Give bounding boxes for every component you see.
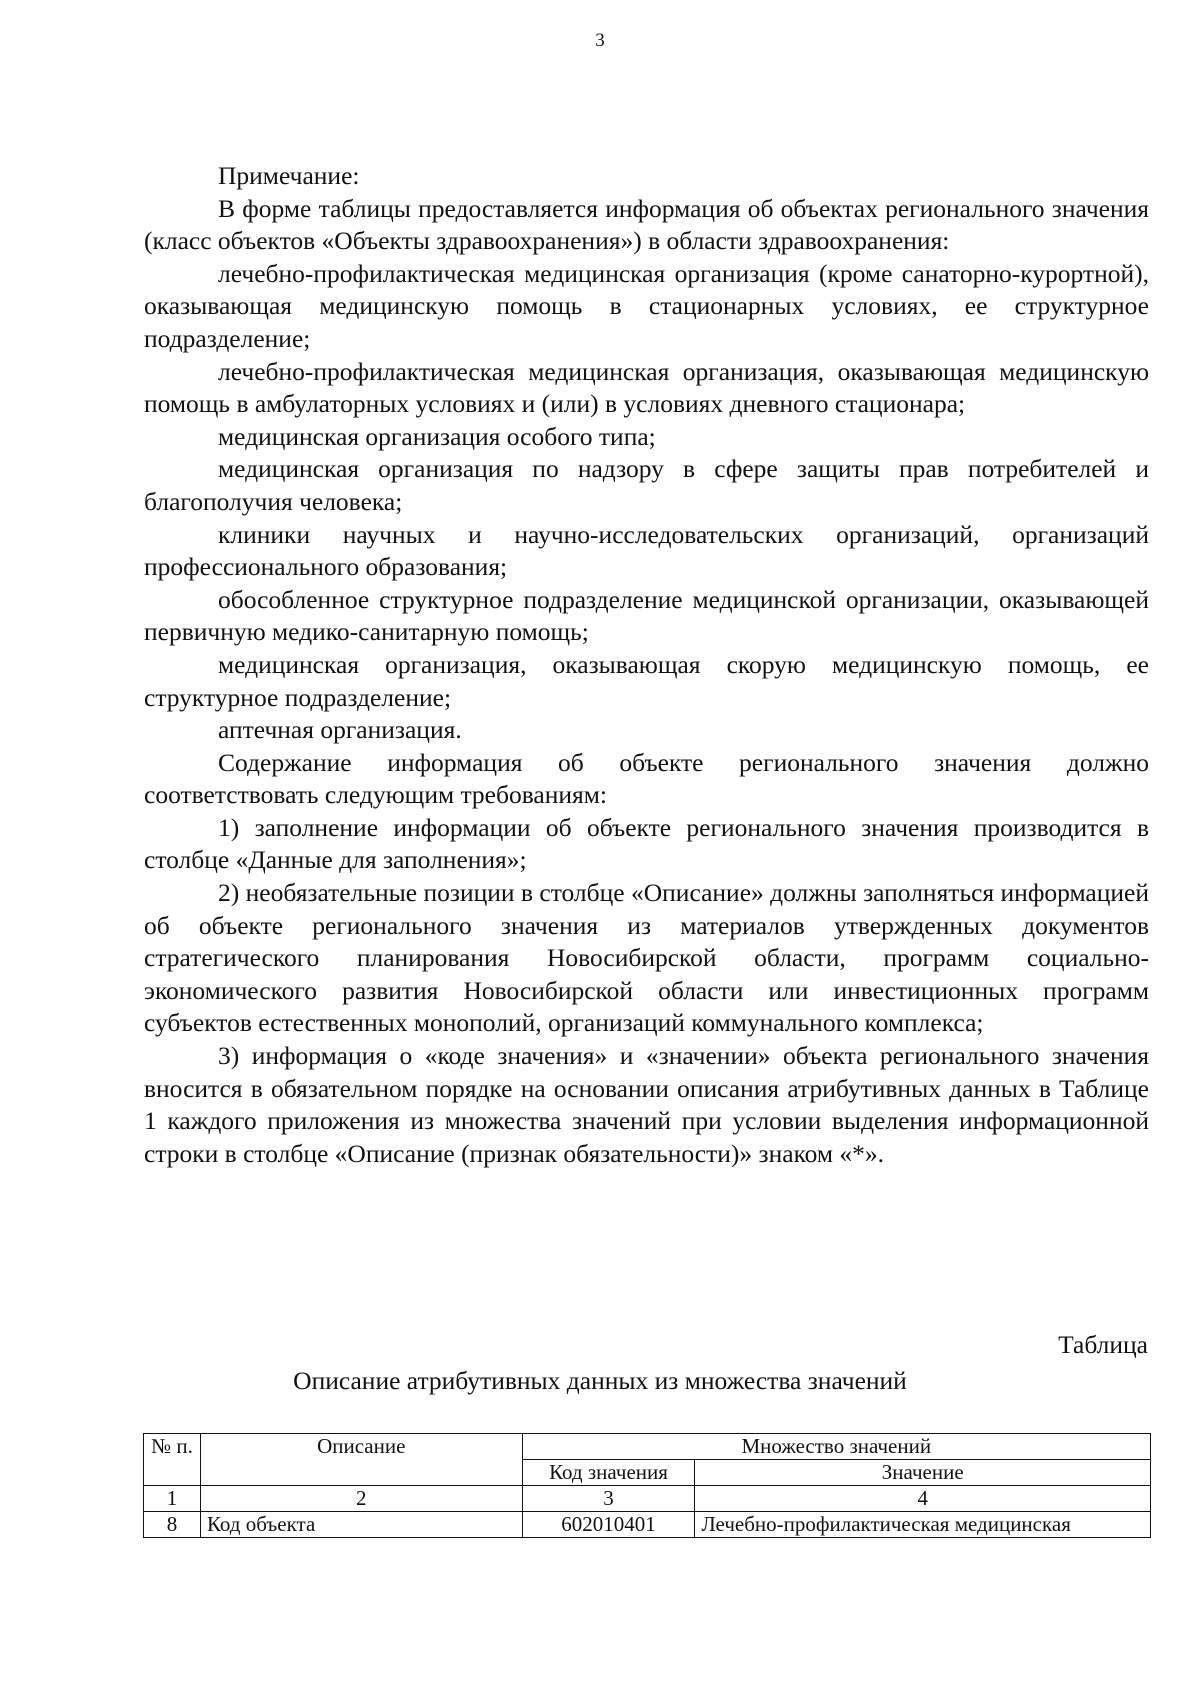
header-num: № п.: [144, 1434, 201, 1486]
list-item: лечебно-профилактическая медицинская организация (кроме санаторно-курортной), оказывающая медицинскую помощь в стационарных условиях, ее структурное подразделение;: [144, 258, 1149, 353]
list-item: обособленное структурное подразделение медицинской организации, оказывающей первичную медико-санитарную помощь;: [144, 584, 1149, 647]
index-cell: 2: [200, 1486, 522, 1512]
list-item: аптечная организация.: [218, 715, 462, 745]
row-num: 8: [144, 1512, 201, 1538]
table-header-row: [144, 1434, 1151, 1460]
table-row: [144, 1512, 1151, 1538]
list-item: медицинская организация, оказывающая скорую медицинскую помощь, ее структурное подразделение;: [144, 649, 1149, 712]
header-value-set: Множество значений: [522, 1434, 1150, 1460]
header-value: Значение: [695, 1460, 1151, 1486]
paragraph: Содержание информация об объекте регионального значения должно соответствовать следующим требованиям:: [144, 747, 1149, 810]
paragraph: В форме таблицы предоставляется информация об объектах регионального значения (класс объектов «Объекты здравоохранения») в области здравоохранения:: [144, 193, 1149, 256]
list-item: лечебно-профилактическая медицинская организация, оказывающая медицинскую помощь в амбулаторных условиях и (или) в условиях дневного стационара;: [144, 356, 1149, 419]
requirement-item: 1) заполнение информации об объекте регионального значения производится в столбце «Данные для заполнения»;: [144, 812, 1149, 875]
attributes-table: [143, 1433, 1151, 1538]
row-description: Код объекта: [200, 1512, 522, 1538]
list-item: медицинская организация особого типа;: [218, 421, 656, 451]
header-code: Код значения: [522, 1460, 695, 1486]
requirement-item: 3) информация о «коде значения» и «значении» объекта регионального значения вносится в обязательном порядке на основании описания атрибутивных данных в Таблице 1 каждого приложения из множества значений при условии выделения информационной строки в столбце «Описание (признак обязательности)» знаком «*».: [144, 1041, 1149, 1168]
index-cell: 4: [695, 1486, 1151, 1512]
requirement-item: 2) необязательные позиции в столбце «Описание» должны заполняться информацией об объекте регионального значения из материалов утвержденных документов стратегического планирования Новосибирской области, программ социально-экономического развития Новосибирской области или инвестиционных программ субъектов естественных монополий, организаций коммунального комплекса;: [144, 878, 1149, 1038]
list-item: медицинская организация по надзору в сфере защиты прав потребителей и благополучия человека;: [144, 454, 1149, 516]
note-heading: Примечание:: [218, 161, 360, 190]
table-title: Описание атрибутивных данных из множества значений: [293, 1366, 907, 1395]
notes-text: [144, 160, 1149, 1170]
row-code: 602010401: [522, 1512, 695, 1538]
table-index-row: [144, 1486, 1151, 1512]
header-description: Описание: [200, 1434, 522, 1486]
row-value: Лечебно-профилактическая медицинская: [695, 1512, 1151, 1538]
page-number: 3: [595, 30, 605, 51]
table-label: Таблица: [1058, 1330, 1148, 1359]
index-cell: 3: [522, 1486, 695, 1512]
list-item: клиники научных и научно-исследовательских организаций, организаций профессионального образования;: [144, 519, 1149, 582]
index-cell: 1: [144, 1486, 201, 1512]
